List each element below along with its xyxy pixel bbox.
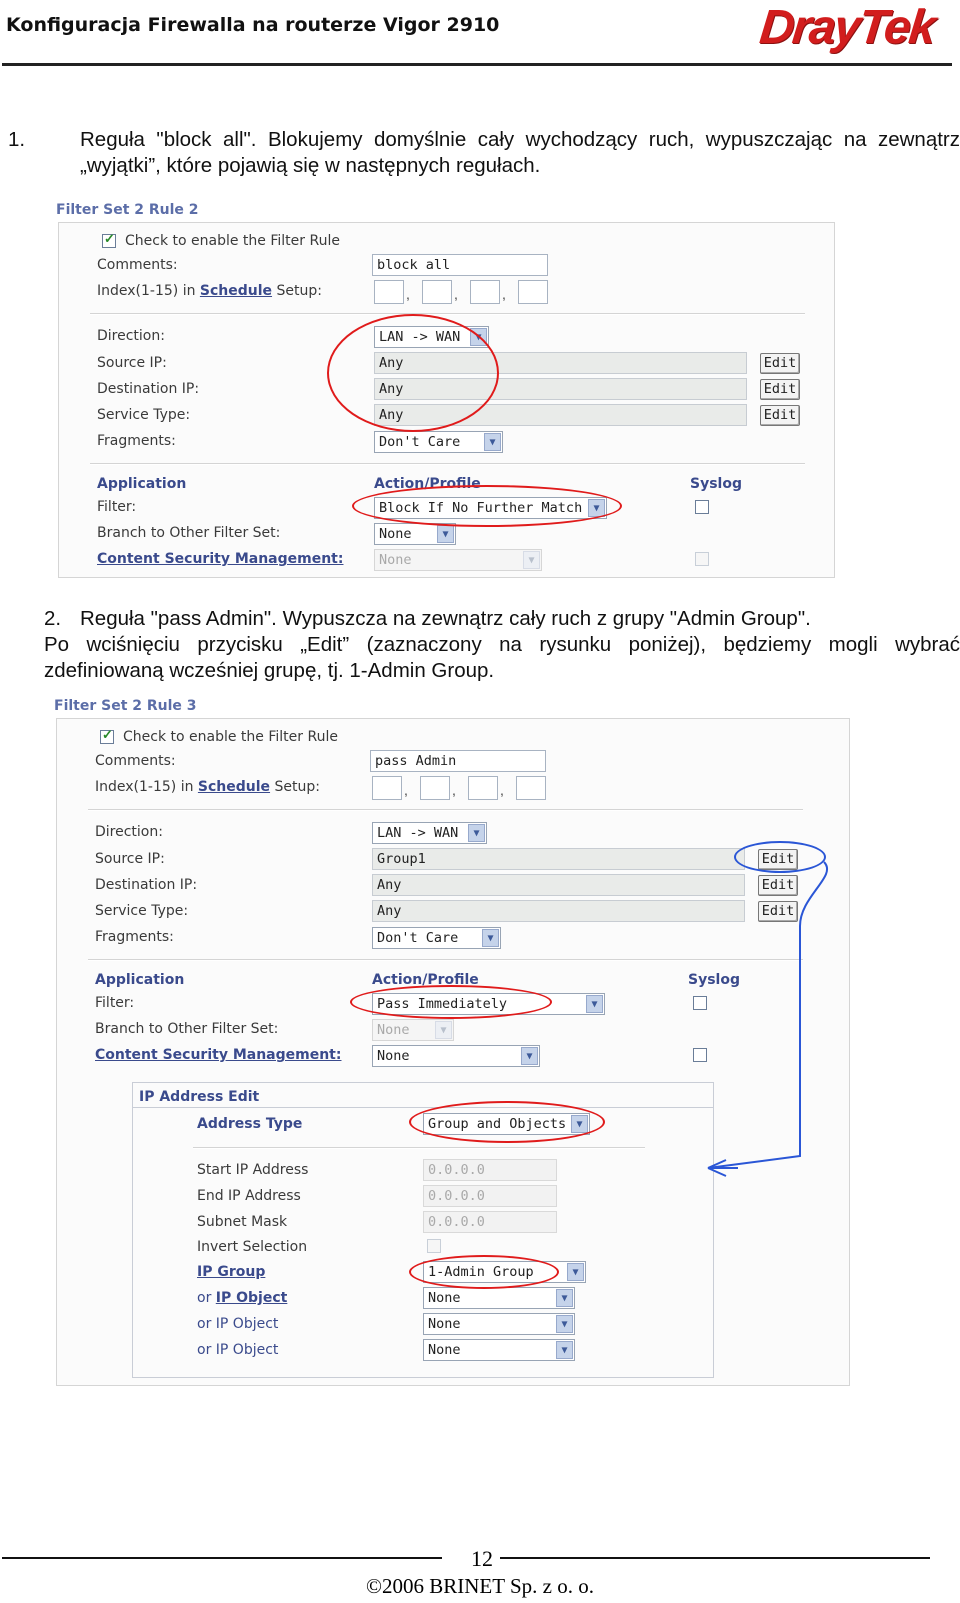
invert-selection-label: Invert Selection bbox=[197, 1239, 308, 1255]
filter-action-value: Block If No Further Match bbox=[379, 500, 583, 516]
schedule-link[interactable]: Schedule bbox=[199, 283, 273, 299]
page-header bbox=[0, 0, 960, 66]
source-ip-field: Group1 bbox=[372, 848, 745, 870]
end-ip-input: 0.0.0.0 bbox=[423, 1185, 557, 1207]
or-prefix: or bbox=[197, 1342, 216, 1358]
enable-rule-checkbox[interactable] bbox=[102, 234, 116, 248]
enable-rule-label: Check to enable the Filter Rule bbox=[123, 729, 338, 745]
ip-object-3-select[interactable] bbox=[423, 1339, 575, 1361]
source-ip-label: Source IP: bbox=[97, 355, 167, 371]
comma-separator: , bbox=[454, 286, 458, 302]
content-security-management-link[interactable]: Content Security Management: bbox=[97, 551, 344, 567]
chevron-down-icon: ▼ bbox=[571, 1115, 588, 1133]
paragraph-1-text: Reguła "block all". Blokujemy domyślnie cały wychodzący ruch, wypuszczając na zewnątrz „wyjątki”, które pojawią się w następnych regułach. bbox=[80, 128, 960, 177]
direction-label: Direction: bbox=[97, 328, 165, 344]
paragraph-rule-pass-admin bbox=[44, 606, 960, 684]
action-profile-heading: Action/Profile bbox=[374, 476, 481, 492]
content-security-select[interactable] bbox=[372, 1045, 540, 1067]
ip-object-3-label bbox=[197, 1342, 278, 1358]
schedule-index-suffix: Setup: bbox=[272, 283, 322, 299]
paragraph-2-number: 2. bbox=[44, 607, 62, 630]
highlight-circle-red bbox=[409, 1101, 605, 1143]
chevron-down-icon: ▼ bbox=[484, 433, 501, 451]
highlight-circle-red bbox=[327, 314, 499, 432]
ip-object-2-select[interactable] bbox=[423, 1313, 575, 1335]
destination-ip-edit-button[interactable]: Edit bbox=[760, 379, 800, 400]
highlight-circle-red bbox=[409, 1255, 559, 1289]
service-type-label: Service Type: bbox=[95, 903, 189, 919]
csm-syslog-checkbox bbox=[695, 552, 709, 566]
comments-label: Comments: bbox=[97, 257, 178, 273]
ip-object-2-label bbox=[197, 1316, 278, 1332]
start-ip-input: 0.0.0.0 bbox=[423, 1159, 557, 1181]
application-heading: Application bbox=[95, 972, 185, 988]
comma-separator: , bbox=[452, 782, 456, 798]
filter-label: Filter: bbox=[95, 995, 135, 1011]
start-ip-label: Start IP Address bbox=[197, 1162, 309, 1178]
dialog-title-divider bbox=[133, 1107, 713, 1108]
content-security-select bbox=[374, 549, 542, 571]
chevron-down-icon: ▼ bbox=[556, 1341, 573, 1359]
paragraph-2-text: Reguła "pass Admin". Wypuszcza na zewnątrz cały ruch z grupy "Admin Group". bbox=[80, 607, 811, 630]
destination-ip-field: Any bbox=[372, 874, 745, 896]
address-type-value: Group and Objects bbox=[428, 1116, 567, 1132]
fragments-label: Fragments: bbox=[97, 433, 176, 449]
section-divider bbox=[193, 1147, 645, 1149]
section-divider bbox=[90, 463, 805, 465]
syslog-heading: Syslog bbox=[688, 972, 740, 988]
section-divider bbox=[88, 809, 803, 811]
schedule-link[interactable]: Schedule bbox=[197, 779, 271, 795]
chevron-down-icon: ▼ bbox=[567, 1263, 584, 1281]
syslog-heading: Syslog bbox=[690, 476, 742, 492]
schedule-index-2-input[interactable] bbox=[420, 776, 450, 800]
paragraph-2-line-1 bbox=[44, 606, 960, 632]
page-number: 12 bbox=[471, 1546, 493, 1571]
destination-ip-label: Destination IP: bbox=[97, 381, 200, 397]
comma-separator: , bbox=[502, 286, 506, 302]
service-type-label: Service Type: bbox=[97, 407, 191, 423]
ip-address-edit-title: IP Address Edit bbox=[139, 1089, 260, 1105]
content-security-value: None bbox=[379, 552, 412, 568]
source-ip-label: Source IP: bbox=[95, 851, 165, 867]
branch-filter-set-value: None bbox=[377, 1022, 410, 1038]
chevron-down-icon: ▼ bbox=[468, 824, 485, 842]
schedule-index-label bbox=[97, 283, 322, 299]
branch-filter-set-label: Branch to Other Filter Set: bbox=[97, 525, 281, 541]
enable-rule-checkbox[interactable] bbox=[100, 730, 114, 744]
rule-block-all-screenshot bbox=[50, 200, 835, 578]
chevron-down-icon: ▼ bbox=[521, 1047, 538, 1065]
schedule-index-prefix: Index(1-15) in bbox=[95, 779, 198, 795]
document-title: Konfiguracja Firewalla na routerze Vigor 2910 bbox=[6, 14, 500, 36]
direction-value: LAN -> WAN bbox=[377, 825, 459, 841]
schedule-index-3-input[interactable] bbox=[470, 280, 500, 304]
direction-select[interactable] bbox=[372, 822, 487, 844]
ip-object-1-select[interactable] bbox=[423, 1287, 575, 1309]
direction-value: LAN -> WAN bbox=[379, 329, 461, 345]
syslog-checkbox[interactable] bbox=[695, 500, 709, 514]
ip-object-3-value: None bbox=[428, 1342, 461, 1358]
fragments-select[interactable] bbox=[374, 431, 503, 453]
branch-filter-set-value: None bbox=[379, 526, 412, 542]
fragments-select[interactable] bbox=[372, 927, 501, 949]
or-prefix: or bbox=[197, 1290, 216, 1306]
chevron-down-icon: ▼ bbox=[523, 551, 540, 569]
paragraph-2-line-3: zdefiniowaną wcześniej grupę, tj. 1-Admin Group. bbox=[44, 659, 495, 682]
source-ip-field: Any bbox=[374, 352, 747, 374]
paragraph-rule-block-all bbox=[8, 127, 960, 179]
schedule-index-label bbox=[95, 779, 320, 795]
schedule-index-1-input[interactable] bbox=[374, 280, 404, 304]
service-type-field: Any bbox=[374, 404, 747, 426]
chevron-down-icon: ▼ bbox=[588, 499, 605, 517]
chevron-down-icon: ▼ bbox=[435, 1021, 452, 1039]
destination-ip-edit-button[interactable]: Edit bbox=[758, 875, 798, 896]
chevron-down-icon: ▼ bbox=[556, 1315, 573, 1333]
fragments-value: Don't Care bbox=[377, 930, 459, 946]
comments-label: Comments: bbox=[95, 753, 176, 769]
comma-separator: , bbox=[406, 286, 410, 302]
schedule-index-1-input[interactable] bbox=[372, 776, 402, 800]
ip-object-label: IP Object bbox=[215, 1342, 279, 1358]
panel-title: Filter Set 2 Rule 2 bbox=[56, 202, 199, 218]
enable-rule-label: Check to enable the Filter Rule bbox=[125, 233, 340, 249]
chevron-down-icon: ▼ bbox=[556, 1289, 573, 1307]
application-heading: Application bbox=[97, 476, 187, 492]
ip-object-1-value: None bbox=[428, 1290, 461, 1306]
copyright-notice: ©2006 BRINET Sp. z o. o. bbox=[366, 1574, 594, 1598]
comments-input[interactable]: block all bbox=[372, 254, 548, 276]
comma-separator: , bbox=[500, 782, 504, 798]
highlight-circle-red bbox=[352, 485, 622, 527]
destination-ip-label: Destination IP: bbox=[95, 877, 198, 893]
header-divider bbox=[2, 63, 952, 66]
ip-object-link[interactable]: IP Object bbox=[215, 1290, 288, 1306]
chevron-down-icon: ▼ bbox=[482, 929, 499, 947]
ip-object-label: IP Object bbox=[215, 1316, 279, 1332]
paragraph-1-body bbox=[8, 127, 960, 179]
content-security-value: None bbox=[377, 1048, 410, 1064]
content-security-management-link[interactable]: Content Security Management: bbox=[95, 1047, 342, 1063]
branch-filter-set-select bbox=[372, 1019, 454, 1041]
branch-filter-set-select[interactable] bbox=[374, 523, 456, 545]
ip-group-value: 1-Admin Group bbox=[428, 1264, 534, 1280]
direction-label: Direction: bbox=[95, 824, 163, 840]
draytek-logo: DrayTek bbox=[757, 1, 937, 54]
destination-ip-field: Any bbox=[374, 378, 747, 400]
source-ip-edit-button[interactable]: Edit bbox=[760, 353, 800, 374]
fragments-label: Fragments: bbox=[95, 929, 174, 945]
schedule-index-4-input[interactable] bbox=[518, 280, 548, 304]
end-ip-label: End IP Address bbox=[197, 1188, 301, 1204]
schedule-index-prefix: Index(1-15) in bbox=[97, 283, 200, 299]
address-type-label: Address Type bbox=[197, 1116, 303, 1132]
ip-object-2-value: None bbox=[428, 1316, 461, 1332]
chevron-down-icon: ▼ bbox=[470, 328, 487, 346]
subnet-mask-input: 0.0.0.0 bbox=[423, 1211, 557, 1233]
chevron-down-icon: ▼ bbox=[437, 525, 454, 543]
service-type-field: Any bbox=[372, 900, 745, 922]
schedule-index-3-input[interactable] bbox=[468, 776, 498, 800]
or-prefix: or bbox=[197, 1316, 216, 1332]
section-divider bbox=[90, 313, 805, 315]
service-type-edit-button[interactable]: Edit bbox=[760, 405, 800, 426]
service-type-edit-button[interactable]: Edit bbox=[758, 901, 798, 922]
comments-input[interactable]: pass Admin bbox=[370, 750, 546, 772]
subnet-mask-label: Subnet Mask bbox=[197, 1214, 288, 1230]
schedule-index-2-input[interactable] bbox=[422, 280, 452, 304]
source-ip-edit-button[interactable]: Edit bbox=[758, 849, 798, 870]
callout-arrow-icon bbox=[688, 856, 848, 1216]
ip-address-edit-dialog bbox=[132, 1082, 714, 1378]
branch-filter-set-label: Branch to Other Filter Set: bbox=[95, 1021, 279, 1037]
schedule-index-suffix: Setup: bbox=[270, 779, 320, 795]
ip-object-1-label bbox=[197, 1290, 287, 1306]
paragraph-2-line-2: Po wciśnięciu przycisku „Edit” (zaznaczony na rysunku poniżej), będziemy mogli wybrać bbox=[44, 633, 960, 656]
filter-label: Filter: bbox=[97, 499, 137, 515]
filter-action-value: Pass Immediately bbox=[377, 996, 508, 1012]
footer-rule-left bbox=[2, 1557, 442, 1559]
highlight-circle-red bbox=[350, 985, 552, 1019]
ip-group-link[interactable]: IP Group bbox=[197, 1264, 266, 1280]
schedule-index-4-input[interactable] bbox=[516, 776, 546, 800]
footer-rule-right bbox=[500, 1557, 930, 1559]
panel-title: Filter Set 2 Rule 3 bbox=[54, 698, 197, 714]
comma-separator: , bbox=[404, 782, 408, 798]
paragraph-1-number: 1. bbox=[8, 128, 26, 151]
chevron-down-icon: ▼ bbox=[586, 995, 603, 1013]
rule-pass-admin-screenshot bbox=[48, 696, 850, 1386]
action-profile-heading: Action/Profile bbox=[372, 972, 479, 988]
fragments-value: Don't Care bbox=[379, 434, 461, 450]
invert-selection-checkbox bbox=[427, 1239, 441, 1253]
